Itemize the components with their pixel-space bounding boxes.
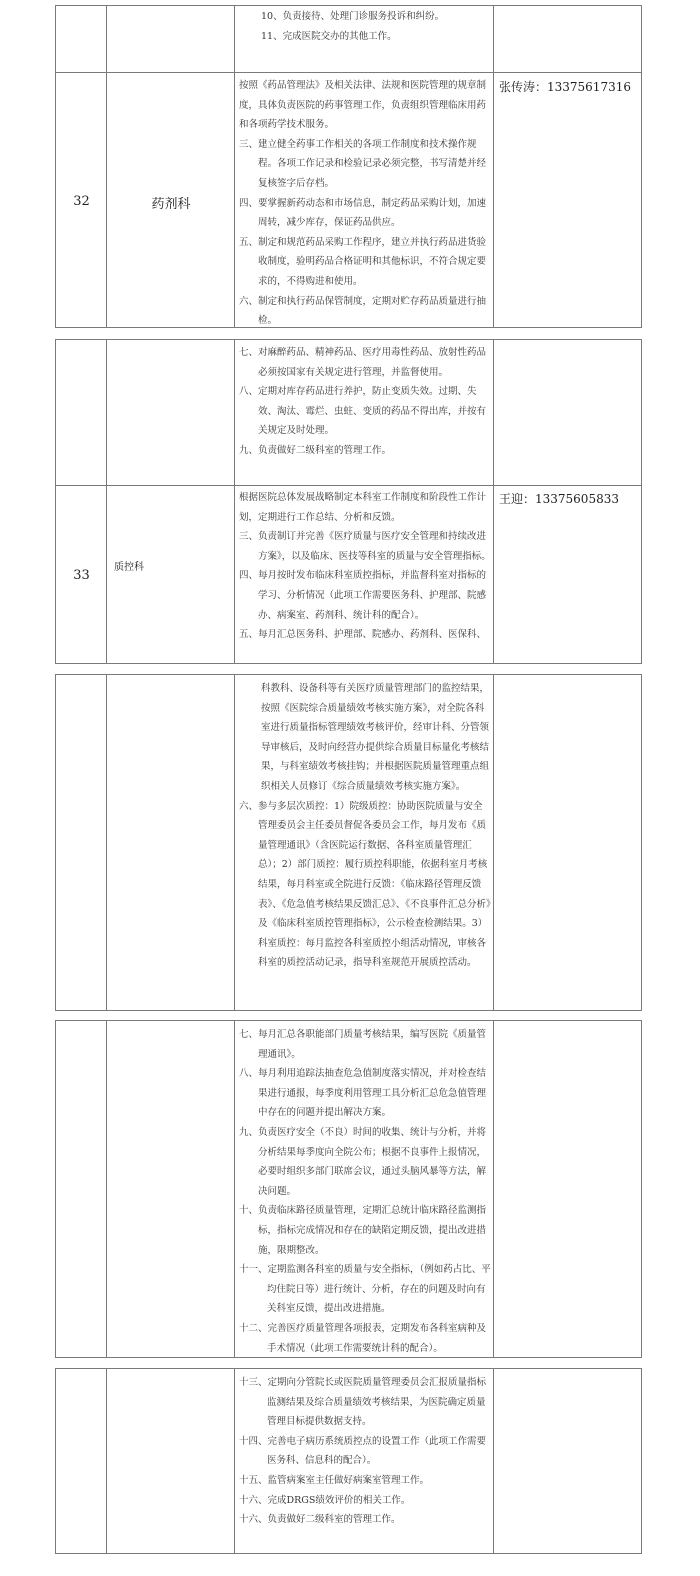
- department-column: [107, 1021, 235, 1357]
- duty-item: 十四、完善电子病历系统质控点的设置工作（此项工作需要医务科、信息科的配合）。: [239, 1435, 487, 1467]
- duty-item: 九、负责做好二级科室的管理工作。: [239, 444, 392, 456]
- number-column: [56, 675, 107, 1010]
- duty-item: 四、要掌握新药动态和市场信息，制定药品采购计划，加速周转，减少库存，保证药品供应。: [239, 197, 487, 229]
- duties-cell: [239, 1373, 491, 1530]
- duty-item: 十六、完成DRGS绩效评价的相关工作。: [239, 1494, 411, 1506]
- duties-cell: [239, 1025, 491, 1358]
- duty-item: 11、完成医院交办的其他工作。: [261, 30, 397, 42]
- duty-item: 八、每月利用追踪法抽查危急值制度落实情况，并对检查结果进行通报，每季度利用管理工具分析汇总危急值管理中存在的问题并提出解决方案。: [239, 1068, 487, 1119]
- table-block-3: [55, 674, 642, 1011]
- number-column: [56, 340, 107, 663]
- duty-item: 十一、定期监测各科室的质量与安全指标，（例如药占比、平均住院日等）进行统计、分析，存在的问题及时向有关科室反馈，提出改进措施。: [239, 1264, 491, 1315]
- duty-item: 五、每月汇总医务科、护理部、院感办、药剂科、医保科、: [239, 629, 487, 641]
- duty-item: 十三、定期向分管院长或医院质量管理委员会汇报质量指标监测结果及综合质量绩效考核结果，为医院确定质量管理目标提供数据支持。: [239, 1377, 487, 1428]
- duties-cell: [239, 76, 491, 331]
- row-number: 33: [73, 568, 90, 583]
- duty-item: 三、建立健全药事工作相关的各项工作制度和技术操作规程。各项工作记录和检验记录必须完整，书写清楚并经复核签字后存档。: [239, 138, 487, 189]
- duties-cell: [239, 7, 491, 46]
- contact-column: [494, 675, 641, 1010]
- duty-item: 四、每月按时发布临床科室质控指标，并监督科室对指标的学习、分析情况（此项工作需要医务科、护理部、院感办、病案室、药剂科、统计科的配合）。: [239, 570, 487, 621]
- duty-item: 五、制定和规范药品采购工作程序，建立并执行药品进货验收制度，验明药品合格证明和其他标识，不符合规定要求的，不得购进和使用。: [239, 236, 487, 287]
- department-name: 药剂科: [151, 197, 191, 212]
- duty-item: 七、每月汇总各职能部门质量考核结果，编写医院《质量管理通讯》。: [239, 1029, 487, 1060]
- duty-item: 六、参与多层次质控：1）院级质控：协助医院质量与安全管理委员会主任委员督促各委员会工作，每月发布《质量管理通讯》（含医院运行数据、各科室质量管理汇总）；2）部门质控：履行质控科职能，依据科室月考核结果，每月科室或全院进行反馈：《临床路径管理反馈表》、《危急值考核结果反馈汇总》、《不良事件汇总分析》及《临床科室质控管理指标》，公示检查检测结果。3）科室质控：每月监控各科室质控小组活动情况，审核各科室的质控活动记录，指导科室规范开展质控活动。: [239, 800, 491, 969]
- contact-info: 王迎：13375605833: [499, 492, 619, 506]
- number-column: [56, 6, 107, 327]
- number-column: [56, 1369, 107, 1553]
- contact-column: [494, 1021, 641, 1357]
- department-column: [107, 6, 235, 327]
- row-divider: [56, 485, 641, 486]
- duty-item: 八、定期对库存药品进行养护，防止变质失效。过期、失效、淘汰、霉烂、虫蛀、变质的药品不得出库，并按有关规定及时处理。: [239, 386, 487, 437]
- contact-column: [494, 6, 641, 327]
- table-block-1: [55, 5, 642, 328]
- duty-item: 按照《药品管理法》及相关法律、法规和医院管理的规章制度，具体负责医院的药事管理工作，负责组织管理临床用药和各项药学技术服务。: [239, 80, 487, 131]
- duty-item: 九、负责医疗安全（不良）时间的收集、统计与分析，并将分析结果每季度向全院公布；根据不良事件上报情况，必要时组织多部门联席会议，通过头脑风暴等方法，解决问题。: [239, 1126, 487, 1197]
- duty-item: 根据医院总体发展战略制定本科室工作制度和阶段性工作计划，定期进行工作总结、分析和反馈。: [239, 492, 487, 523]
- duty-item: 十、负责临床路径质量管理，定期汇总统计临床路径监测指标，指标完成情况和存在的缺陷定期反馈，提出改进措施，限期整改。: [239, 1205, 487, 1256]
- duty-item: 十五、监管病案室主任做好病案室管理工作。: [239, 1474, 430, 1486]
- duty-item: 十二、完善医疗质量管理各项报表，定期发布各科室病种及手术情况（此项工作需要统计科的配合）。: [239, 1322, 487, 1354]
- duty-item: 十六、负责做好二级科室的管理工作。: [239, 1514, 401, 1526]
- duty-item: 七、对麻醉药品、精神药品、医疗用毒性药品、放射性药品必须按国家有关规定进行管理，并监督使用。: [239, 347, 487, 378]
- department-column: [107, 1369, 235, 1553]
- number-column: [56, 1021, 107, 1357]
- contact-column: [494, 1369, 641, 1553]
- department-column: [107, 675, 235, 1010]
- table-block-4: [55, 1020, 642, 1358]
- contact-info: 张传涛：13375617316: [499, 80, 631, 94]
- department-column: [107, 340, 235, 663]
- duty-item: 三、负责制订并完善《医疗质量与医疗安全管理和持续改进方案》，以及临床、医技等科室的质量与安全管理指标。: [239, 531, 491, 562]
- row-number: 32: [73, 194, 90, 209]
- table-block-2: [55, 339, 642, 664]
- duties-cell: [239, 488, 491, 645]
- duty-item: 六、制定和执行药品保管制度，定期对贮存药品质量进行抽检。: [239, 295, 487, 327]
- duty-item: 科教科、设备科等有关医疗质量管理部门的监控结果，按照《医院综合质量绩效考核实施方案》，对全院各科室进行质量指标管理绩效考核评价，经审计科、分管领导审核后，及时向经营办提供综合质量目标量化考核结果，与科室绩效考核挂钩；并根据医院质量管理重点组织相关人员修订《综合质量绩效考核实施方案》。: [261, 683, 490, 792]
- duty-item: 10、负责接待、处理门诊服务投诉和纠纷。: [261, 11, 445, 22]
- table-block-5: [55, 1368, 642, 1554]
- row-divider: [56, 72, 641, 73]
- department-name: 质控科: [114, 562, 144, 573]
- duties-cell: [239, 679, 491, 973]
- duties-cell: [239, 343, 491, 461]
